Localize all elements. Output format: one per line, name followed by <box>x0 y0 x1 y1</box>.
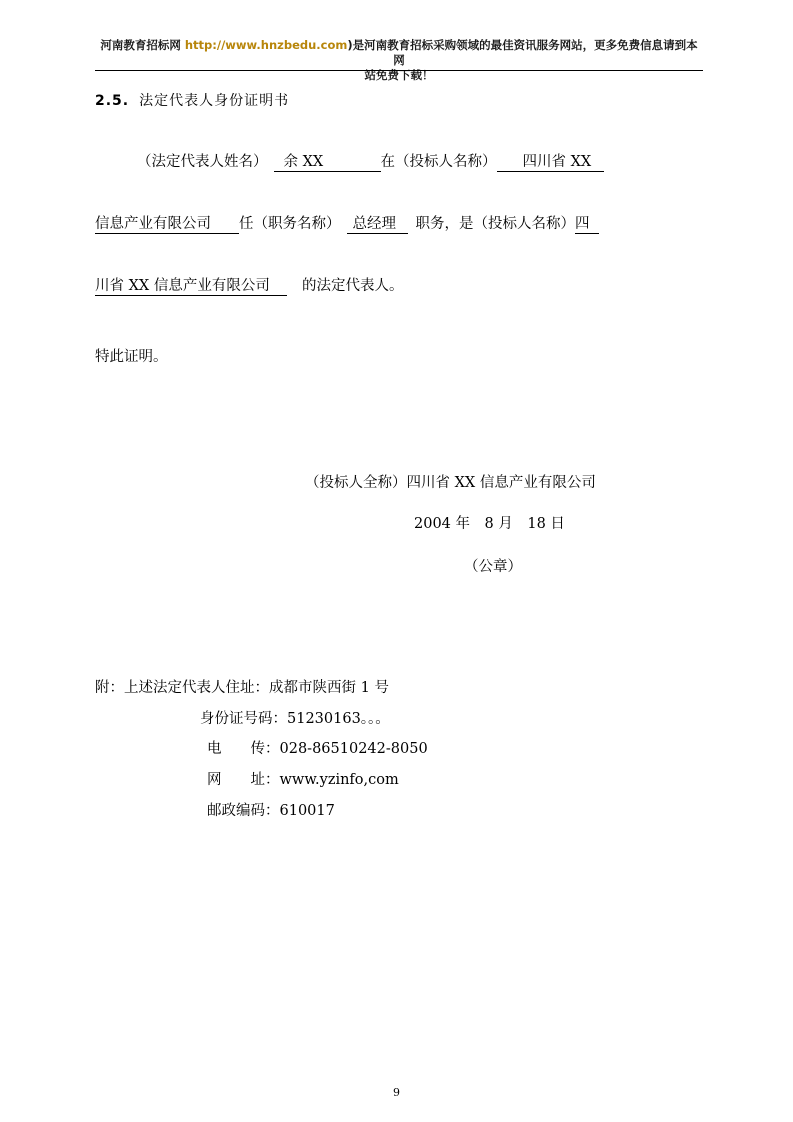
header-tagline: )是河南教育招标采购领域的最佳资讯服务网站，更多免费信息请到本网 <box>347 38 698 67</box>
signature-seal: （公章） <box>464 559 522 575</box>
section-number: 2.5. <box>95 93 130 109</box>
appendix-id-number: 身份证号码：51230163。。。 <box>200 711 390 727</box>
header-line-1 <box>95 38 703 68</box>
appendix-website: 网 址：www.yzinfo,com <box>207 772 399 788</box>
header-line-2: 站免费下载！ <box>364 68 434 82</box>
page-number: 9 <box>393 1086 400 1099</box>
label-bidder-name-2: 职务，是（投标人名称） <box>415 216 575 232</box>
label-bidder-name: 在（投标人名称） <box>380 154 497 170</box>
signature-date: 2004 年 8 月 18 日 <box>414 516 565 532</box>
header-divider <box>95 70 703 71</box>
appendix-postcode: 邮政编码：610017 <box>207 803 335 819</box>
field-representative-name: 余 XX <box>274 154 381 172</box>
field-company-start: 四川省 XX <box>497 154 604 172</box>
field-company-end: 信息产业有限公司 <box>95 216 239 234</box>
header-site-name: 河南教育招标网 <box>100 38 181 52</box>
certify-text: 特此证明。 <box>95 349 168 365</box>
body-line-2 <box>95 212 599 234</box>
body-line-1 <box>137 150 604 172</box>
appendix-address: 附：上述法定代表人住址：成都市陕西街 1 号 <box>95 680 389 696</box>
page-header <box>95 38 703 83</box>
section-title: 法定代表人身份证明书 <box>139 93 290 109</box>
section-heading <box>95 90 289 110</box>
appendix-phone: 电 传：028-86510242-8050 <box>207 741 428 757</box>
text-legal-rep-tail: 的法定代表人。 <box>302 278 404 294</box>
header-url-link[interactable]: http://www.hnzbedu.com <box>184 38 348 52</box>
signature-bidder: （投标人全称）四川省 XX 信息产业有限公司 <box>305 475 596 491</box>
body-line-3 <box>95 274 404 296</box>
field-company2-end: 川省 XX 信息产业有限公司 <box>95 278 287 296</box>
field-company2-start: 四 <box>575 216 599 234</box>
label-representative-name: （法定代表人姓名） <box>137 154 268 170</box>
field-position: 总经理 <box>347 216 408 234</box>
label-position: 任（职务名称） <box>239 216 341 232</box>
